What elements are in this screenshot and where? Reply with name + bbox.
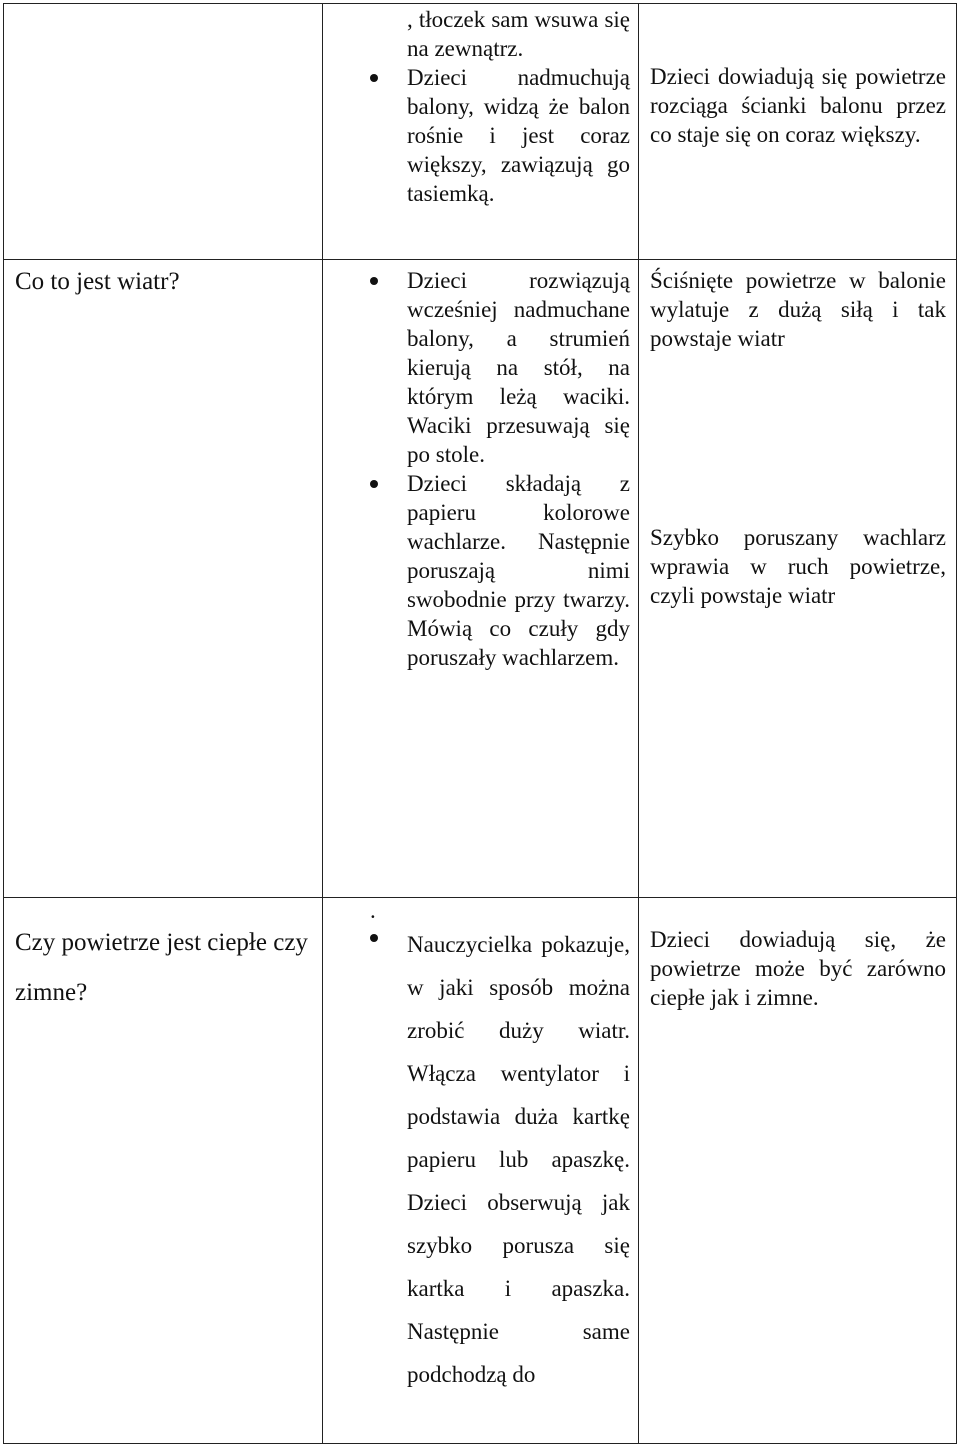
conclusion-text: Dzieci dowiadują się, że powietrze może być zarówno ciepłe jak i zimne. xyxy=(650,927,946,1010)
row-divider-1 xyxy=(3,259,957,260)
row-3-dot xyxy=(370,896,390,925)
row-2-activities xyxy=(370,266,630,672)
row-3-activities xyxy=(370,923,630,1396)
row-2-conclusion-2 xyxy=(650,523,946,610)
row-3-question xyxy=(15,918,315,1018)
activity-bullet-item: Dzieci rozwiązują wcześniej nadmuchane balony, a strumień kierują na stół, na którym leżą waciki. Waciki przesuwają się po stole. xyxy=(370,266,630,469)
activity-bullet-item: Dzieci składają z papieru kolorowe wachlarze. Następnie poruszają nimi swobodnie przy twarzy. Mówią co czuły gdy poruszały wachlarzem. xyxy=(370,469,630,672)
activity-bullet-item: Nauczycielka pokazuje, w jaki sposób można zrobić duży wiatr. Włącza wentylator i podstawia duża kartkę papieru lub apaszkę. Dzieci obserwują jak szybko porusza się kartka i apaszka. Następnie same podchodzą do xyxy=(370,923,630,1396)
row-2-question xyxy=(15,267,315,296)
column-divider-1 xyxy=(322,3,323,1444)
conclusion-text: Ściśnięte powietrze w balonie wylatuje z dużą siłą i tak powstaje wiatr xyxy=(650,268,946,351)
row-3-conclusions xyxy=(650,925,946,1012)
row-1-activities xyxy=(370,5,630,208)
question-text: Co to jest wiatr? xyxy=(15,268,180,295)
column-divider-2 xyxy=(638,3,639,1444)
activity-text: , tłoczek sam wsuwa się na zewnątrz. xyxy=(407,7,630,61)
row-1-conclusions xyxy=(650,62,946,149)
row-2-conclusion-1 xyxy=(650,266,946,353)
conclusion-text: Szybko poruszany wachlarz wprawia w ruch powietrze, czyli powstaje wiatr xyxy=(650,525,946,608)
question-text: Czy powietrze jest ciepłe czy zimne? xyxy=(15,929,308,1006)
row-divider-2 xyxy=(3,897,957,898)
activity-bullet-item: Dzieci nadmuchują balony, widzą że balon rośnie i jest coraz większy, zawiązują go tasiemką. xyxy=(370,63,630,208)
stray-dot: . xyxy=(370,898,376,923)
conclusion-text: Dzieci dowiadują się powietrze rozciąga ścianki balonu przez co staje się on coraz większy. xyxy=(650,64,946,147)
